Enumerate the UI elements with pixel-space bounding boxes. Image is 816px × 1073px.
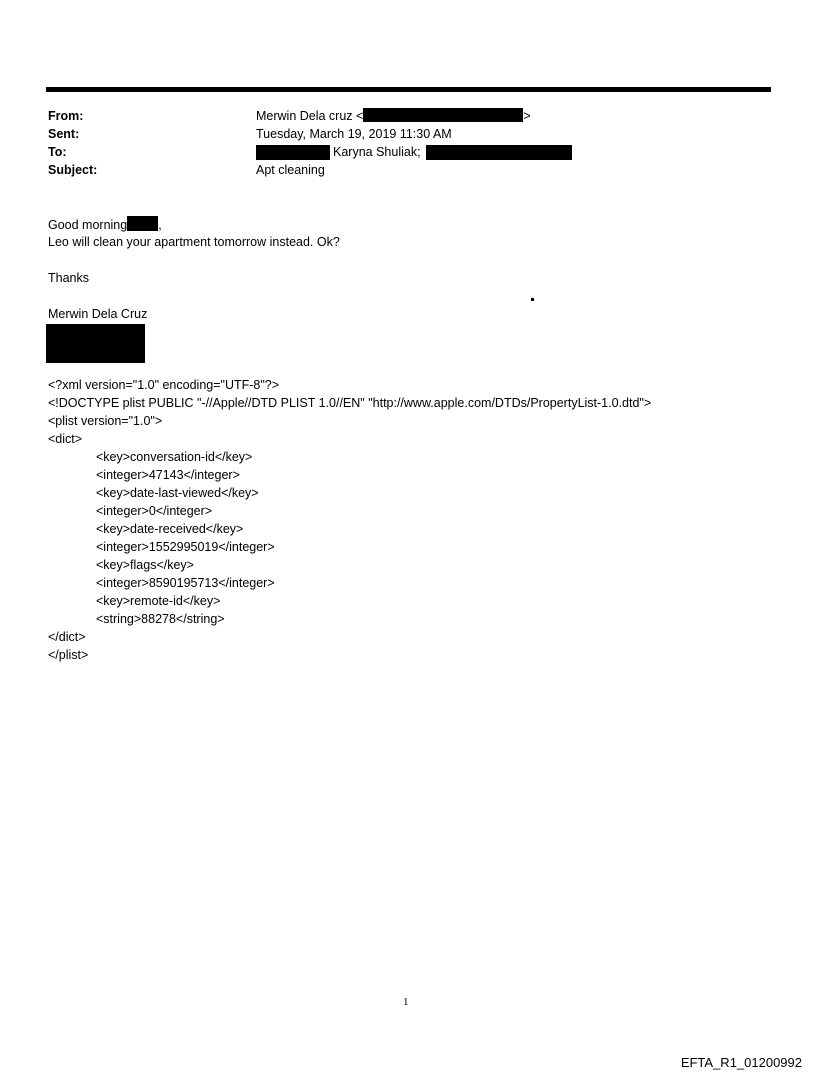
thanks-line: Thanks (48, 271, 89, 285)
xml-line: </dict> (48, 630, 86, 644)
xml-line: <key>date-received</key> (96, 522, 244, 536)
xml-line: <dict> (48, 432, 83, 446)
from-name: Merwin Dela cruz < (256, 109, 364, 123)
page-number: 1 (403, 996, 409, 1008)
subject-label: Subject: (48, 163, 98, 177)
subject-value: Apt cleaning (256, 163, 325, 177)
redaction-box (127, 216, 158, 231)
from-close: > (523, 109, 531, 123)
sent-label: Sent: (48, 127, 80, 141)
header-rule (46, 87, 771, 92)
redaction-box (363, 108, 523, 122)
stray-dot (531, 298, 534, 301)
xml-line: <integer>1552995019</integer> (96, 540, 275, 554)
from-value (256, 108, 531, 124)
xml-line: <key>conversation-id</key> (96, 450, 253, 464)
redaction-box (426, 145, 572, 160)
xml-line: <key>date-last-viewed</key> (96, 486, 259, 500)
from-label: From: (48, 109, 84, 123)
greeting-line (48, 216, 162, 233)
xml-line: <integer>0</integer> (96, 504, 213, 518)
greeting-comma: , (158, 218, 162, 232)
signature-name: Merwin Dela Cruz (48, 307, 148, 321)
xml-line: <integer>47143</integer> (96, 468, 240, 482)
xml-line: <plist version="1.0"> (48, 414, 163, 428)
greeting-text: Good morning (48, 218, 128, 232)
to-value: Karyna Shuliak; (333, 145, 421, 159)
document-id: EFTA_R1_01200992 (680, 1055, 802, 1070)
xml-line: <integer>8590195713</integer> (96, 576, 275, 590)
xml-line: <key>flags</key> (96, 558, 194, 572)
message-line: Leo will clean your apartment tomorrow instead. Ok? (48, 235, 340, 249)
xml-line: <?xml version="1.0" encoding="UTF-8"?> (48, 378, 280, 392)
to-label: To: (48, 145, 67, 159)
xml-line: </plist> (48, 648, 89, 662)
xml-line: <string>88278</string> (96, 612, 225, 626)
sent-value: Tuesday, March 19, 2019 11:30 AM (256, 127, 452, 141)
redaction-box (256, 145, 330, 160)
xml-line: <key>remote-id</key> (96, 594, 221, 608)
xml-line: <!DOCTYPE plist PUBLIC "-//Apple//DTD PLIST 1.0//EN" "http://www.apple.com/DTDs/PropertyList-1.0.dtd"> (48, 396, 652, 410)
redaction-box (46, 324, 145, 363)
